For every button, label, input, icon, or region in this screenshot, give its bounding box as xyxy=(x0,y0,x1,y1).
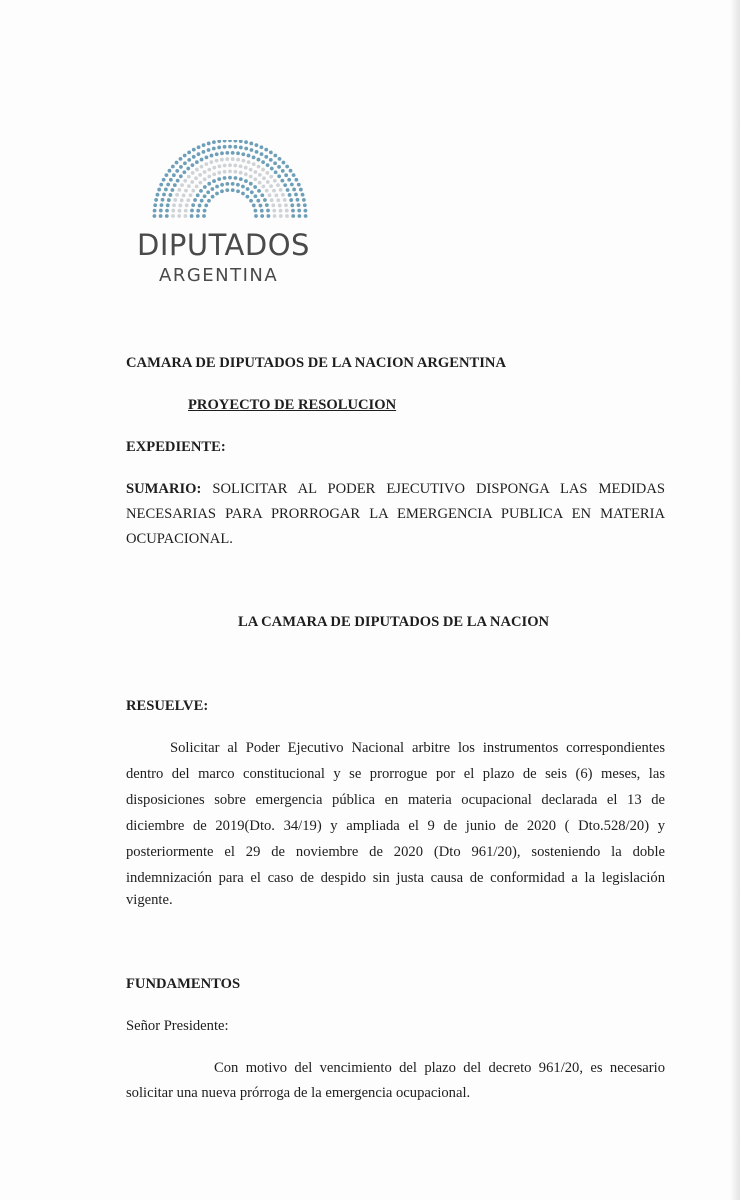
seat-dot xyxy=(278,157,282,161)
seat-dot xyxy=(254,214,258,218)
seat-dot xyxy=(266,163,270,167)
seat-dot xyxy=(180,183,184,187)
seat-dot xyxy=(173,198,177,202)
seat-dot xyxy=(210,154,214,158)
seat-dot xyxy=(191,189,195,193)
seat-dot xyxy=(175,169,179,173)
seat-dot xyxy=(259,204,263,208)
seat-dot xyxy=(247,154,251,158)
seat-dot xyxy=(274,170,278,174)
seat-dot xyxy=(199,189,203,193)
seat-dot xyxy=(284,203,288,207)
seat-dot xyxy=(278,204,282,208)
resuelve-line: indemnización para el caso de despido sin justa causa de conformidad a la legislación xyxy=(126,870,665,886)
seat-dot xyxy=(220,183,224,187)
seat-dot xyxy=(236,183,240,187)
seat-dot xyxy=(239,177,243,181)
seat-dot xyxy=(187,175,191,179)
seat-dot xyxy=(231,182,235,186)
seat-dot xyxy=(299,188,303,192)
seat-dot xyxy=(160,203,164,207)
seat-dot xyxy=(260,209,264,213)
seat-dot xyxy=(266,180,270,184)
seat-dot xyxy=(279,214,283,218)
page-edge xyxy=(730,0,740,1200)
seat-dot xyxy=(203,194,207,198)
seat-dot xyxy=(280,179,284,183)
seat-dot xyxy=(258,181,262,185)
seat-dot xyxy=(276,183,280,187)
seat-dot xyxy=(242,159,246,163)
seat-dot xyxy=(279,209,283,213)
seat-dot xyxy=(220,151,224,155)
seat-dot xyxy=(202,143,206,147)
seat-dot xyxy=(286,188,290,192)
seat-dot xyxy=(195,160,199,164)
seat-dot xyxy=(169,178,173,182)
seat-dot xyxy=(215,152,219,156)
seat-dot xyxy=(252,162,256,166)
seat-dot xyxy=(285,209,289,213)
seat-dot xyxy=(197,145,201,149)
seat-dot xyxy=(162,193,166,197)
seat-dot xyxy=(291,209,295,213)
seat-dot xyxy=(273,161,277,165)
seat-dot xyxy=(269,175,273,179)
seat-dot xyxy=(279,188,283,192)
seat-dot xyxy=(241,192,245,196)
seat-dot xyxy=(236,189,240,193)
expediente-label: EXPEDIENTE: xyxy=(126,439,226,455)
seat-dot xyxy=(272,189,276,193)
seat-dot xyxy=(205,155,209,159)
seat-dot xyxy=(269,158,273,162)
seat-dot xyxy=(212,166,216,170)
seat-dot xyxy=(294,178,298,182)
seat-dot xyxy=(207,168,211,172)
seat-dot xyxy=(198,204,202,208)
seat-dot xyxy=(203,185,207,189)
seat-dot xyxy=(257,165,261,169)
seat-dot xyxy=(178,204,182,208)
seat-dot xyxy=(290,203,294,207)
seat-dot xyxy=(184,189,188,193)
resuelve-line: disposiciones sobre emergencia pública en materia ocupacional declarada el 13 de xyxy=(126,792,665,808)
seat-dot xyxy=(203,209,207,213)
seat-dot xyxy=(245,195,249,199)
seat-dot xyxy=(249,175,253,179)
seat-dot xyxy=(204,162,208,166)
seat-dot xyxy=(233,140,237,142)
seat-dot xyxy=(231,151,235,155)
seat-dot xyxy=(285,214,289,218)
seat-dot xyxy=(178,209,182,213)
seat-dot xyxy=(199,181,203,185)
seat-dot xyxy=(195,168,199,172)
document-type: PROYECTO DE RESOLUCION xyxy=(188,397,397,413)
seat-dot xyxy=(212,172,216,176)
seat-dot xyxy=(192,155,196,159)
seat-dot xyxy=(159,209,163,213)
seat-dot xyxy=(262,176,266,180)
seat-dot xyxy=(281,193,285,197)
seat-dot xyxy=(261,185,265,189)
seat-dot xyxy=(249,199,253,203)
seat-dot xyxy=(257,189,261,193)
seat-dot xyxy=(255,143,259,147)
seat-dot xyxy=(157,188,161,192)
seat-dot xyxy=(220,189,224,193)
seat-dot xyxy=(217,177,221,181)
seat-dot xyxy=(194,176,198,180)
seat-dot xyxy=(223,176,227,180)
seat-dot xyxy=(247,160,251,164)
seat-dot xyxy=(165,209,169,213)
seat-dot xyxy=(254,170,258,174)
fundamentos-label: FUNDAMENTOS xyxy=(126,976,241,992)
fundamentos-line: solicitar una nueva prórroga de la emergencia ocupacional. xyxy=(126,1085,471,1101)
seat-dot xyxy=(244,147,248,151)
seat-dot xyxy=(166,203,170,207)
seat-dot xyxy=(269,151,273,155)
seat-dot xyxy=(177,188,181,192)
seat-dot xyxy=(236,158,240,162)
seat-dot xyxy=(287,178,291,182)
seat-dot xyxy=(200,158,204,162)
seat-dot xyxy=(202,214,206,218)
seat-dot xyxy=(241,185,245,189)
seat-dot xyxy=(260,152,264,156)
seat-dot xyxy=(172,173,176,177)
seat-dot xyxy=(281,169,285,173)
seat-dot xyxy=(303,203,307,207)
seat-dot xyxy=(253,177,257,181)
seat-dot xyxy=(187,151,191,155)
seat-dot xyxy=(159,183,163,187)
seat-dot xyxy=(182,170,186,174)
seat-dot xyxy=(153,214,157,218)
seat-dot xyxy=(207,148,211,152)
seat-dot xyxy=(215,185,219,189)
seat-dot xyxy=(177,214,181,218)
seat-dot xyxy=(223,140,227,142)
seat-dot xyxy=(289,198,293,202)
seat-dot xyxy=(283,183,287,187)
logo-subtitle: ARGENTINA xyxy=(159,265,279,286)
seat-dot xyxy=(215,192,219,196)
seat-dot xyxy=(179,174,183,178)
seat-dot xyxy=(241,152,245,156)
seat-dot xyxy=(288,193,292,197)
seat-dot xyxy=(183,161,187,165)
seat-dot xyxy=(273,214,277,218)
seat-dot xyxy=(206,190,210,194)
seat-dot xyxy=(223,164,227,168)
seat-dot xyxy=(249,182,253,186)
sumario-line: OCUPACIONAL. xyxy=(126,531,233,547)
seat-dot xyxy=(292,173,296,177)
seat-dot xyxy=(171,188,175,192)
seat-dot xyxy=(200,199,204,203)
seat-dot xyxy=(254,194,258,198)
seat-dot xyxy=(187,158,191,162)
seat-dot xyxy=(175,161,179,165)
seat-dot xyxy=(272,209,276,213)
seat-dot xyxy=(298,214,302,218)
seat-dot xyxy=(196,214,200,218)
seat-dot xyxy=(172,203,176,207)
seat-dot xyxy=(264,155,268,159)
seat-dot xyxy=(250,148,254,152)
seat-dot xyxy=(191,171,195,175)
resuelve-line: dentro del marco constitucional y se prorrogue por el plazo de seis (6) meses, las xyxy=(126,766,665,782)
seat-dot xyxy=(270,167,274,171)
seat-dot xyxy=(165,173,169,177)
seat-dot xyxy=(210,187,214,191)
seat-dot xyxy=(265,203,269,207)
seat-dot xyxy=(164,188,168,192)
seat-dot xyxy=(203,177,207,181)
seat-dot xyxy=(268,193,272,197)
seat-dot xyxy=(228,163,232,167)
seat-dot xyxy=(250,190,254,194)
seat-dot xyxy=(277,165,281,169)
seat-dot xyxy=(239,164,243,168)
seat-dot xyxy=(196,193,200,197)
sumario-label: SUMARIO: xyxy=(126,481,202,497)
seat-dot xyxy=(211,195,215,199)
seat-dot xyxy=(184,214,188,218)
seat-dot xyxy=(249,168,253,172)
seat-dot xyxy=(203,170,207,174)
seat-dot xyxy=(244,172,248,176)
seat-dot xyxy=(234,145,238,149)
seat-dot xyxy=(265,171,269,175)
seat-dot xyxy=(231,188,235,192)
seat-dot xyxy=(217,146,221,150)
seat-dot xyxy=(270,198,274,202)
seat-dot xyxy=(183,154,187,158)
seat-dot xyxy=(190,180,194,184)
seat-dot xyxy=(197,152,201,156)
seat-dot xyxy=(231,157,235,161)
seat-dot xyxy=(252,155,256,159)
seat-dot xyxy=(202,150,206,154)
seat-dot xyxy=(217,140,221,143)
congress-seats-logo-icon xyxy=(150,140,310,220)
seat-dot xyxy=(207,199,211,203)
seat-dot xyxy=(228,145,232,149)
seat-dot xyxy=(284,173,288,177)
seat-dot xyxy=(212,179,216,183)
seat-dot xyxy=(255,150,259,154)
seat-dot xyxy=(196,209,200,213)
seat-dot xyxy=(168,169,172,173)
seat-dot xyxy=(165,214,169,218)
sumario-line: SUMARIO: SOLICITAR AL PODER EJECUTIVO DISPONGA LAS MEDIDAS xyxy=(126,481,665,497)
seat-dot xyxy=(239,140,243,143)
seat-dot xyxy=(179,157,183,161)
resuelve-line: posteriormente el 29 de noviembre de 2020 (Dto 961/20), sosteniendo la doble xyxy=(126,844,665,860)
seat-dot xyxy=(184,209,188,213)
seat-dot xyxy=(207,175,211,179)
seat-dot xyxy=(204,204,208,208)
seat-dot xyxy=(207,142,211,146)
seat-dot xyxy=(212,140,216,144)
seat-dot xyxy=(253,185,257,189)
seat-dot xyxy=(183,179,187,183)
seat-dot xyxy=(154,198,158,202)
seat-dot xyxy=(294,193,298,197)
seat-dot xyxy=(215,159,219,163)
seat-dot xyxy=(156,193,160,197)
seat-dot xyxy=(239,171,243,175)
seat-dot xyxy=(217,171,221,175)
seat-dot xyxy=(193,198,197,202)
seat-dot xyxy=(180,198,184,202)
seat-dot xyxy=(304,214,308,218)
seat-dot xyxy=(297,183,301,187)
fundamentos-line: Con motivo del vencimiento del plazo del decreto 961/20, es necesario xyxy=(214,1060,665,1076)
sumario-line: NECESARIAS PARA PRORROGAR LA EMERGENCIA PUBLICA EN MATERIA xyxy=(126,506,665,522)
seat-dot xyxy=(244,166,248,170)
seat-dot xyxy=(297,209,301,213)
seat-dot xyxy=(261,168,265,172)
seat-dot xyxy=(260,193,264,197)
salutation: Señor Presidente: xyxy=(126,1018,229,1034)
seat-dot xyxy=(291,214,295,218)
seat-dot xyxy=(236,151,240,155)
seat-dot xyxy=(212,147,216,151)
seat-dot xyxy=(246,187,250,191)
seat-dot xyxy=(225,151,229,155)
seat-dot xyxy=(273,154,277,158)
seat-dot xyxy=(171,165,175,169)
seat-dot xyxy=(218,164,222,168)
seat-dot xyxy=(249,142,253,146)
seat-dot xyxy=(159,214,163,218)
seat-dot xyxy=(271,203,275,207)
seat-dot xyxy=(292,188,296,192)
seat-dot xyxy=(182,193,186,197)
seat-dot xyxy=(257,158,261,162)
seat-dot xyxy=(179,165,183,169)
seat-dot xyxy=(186,167,190,171)
seat-dot xyxy=(267,214,271,218)
seat-dot xyxy=(198,173,202,177)
resuelve-line: vigente. xyxy=(126,892,173,908)
seat-dot xyxy=(234,176,238,180)
seat-dot xyxy=(244,140,248,144)
seat-dot xyxy=(244,179,248,183)
seat-dot xyxy=(264,148,268,152)
seat-dot xyxy=(192,148,196,152)
seat-dot xyxy=(277,174,281,178)
seat-dot xyxy=(301,193,305,197)
seat-dot xyxy=(166,183,170,187)
seat-dot xyxy=(254,209,258,213)
seat-dot xyxy=(239,146,243,150)
seat-dot xyxy=(275,193,279,197)
seat-dot xyxy=(190,214,194,218)
seat-dot xyxy=(228,140,232,142)
seat-dot xyxy=(290,183,294,187)
seat-dot xyxy=(261,160,265,164)
seat-dot xyxy=(283,198,287,202)
seat-dot xyxy=(175,193,179,197)
seat-dot xyxy=(171,209,175,213)
seat-dot xyxy=(302,198,306,202)
seat-dot xyxy=(258,173,262,177)
seat-dot xyxy=(162,178,166,182)
seat-dot xyxy=(228,176,232,180)
seat-dot xyxy=(207,182,211,186)
resuelve-line: Solicitar al Poder Ejecutivo Nacional arbitre los instrumentos correspondientes xyxy=(170,740,665,756)
seat-dot xyxy=(263,198,267,202)
seat-dot xyxy=(153,209,157,213)
seat-dot xyxy=(161,198,165,202)
seat-dot xyxy=(269,184,273,188)
seat-dot xyxy=(256,199,260,203)
seat-dot xyxy=(189,193,193,197)
seat-dot xyxy=(225,157,229,161)
seat-dot xyxy=(285,165,289,169)
seat-dot xyxy=(171,214,175,218)
seat-dot xyxy=(185,203,189,207)
seat-dot xyxy=(190,209,194,213)
seat-dot xyxy=(297,203,301,207)
seat-dot xyxy=(209,160,213,164)
seat-dot xyxy=(173,183,177,187)
seat-dot xyxy=(169,193,173,197)
document-header: CAMARA DE DIPUTADOS DE LA NACION ARGENTINA xyxy=(126,355,507,371)
seat-dot xyxy=(296,198,300,202)
logo-title: DIPUTADOS xyxy=(137,228,310,262)
seat-dot xyxy=(228,170,232,174)
resuelve-label: RESUELVE: xyxy=(126,698,209,714)
seat-dot xyxy=(266,209,270,213)
seat-dot xyxy=(282,161,286,165)
seat-dot xyxy=(276,198,280,202)
seat-dot xyxy=(200,165,204,169)
seat-dot xyxy=(195,185,199,189)
seat-dot xyxy=(176,179,180,183)
seat-dot xyxy=(225,182,229,186)
chamber-title: LA CAMARA DE DIPUTADOS DE LA NACION xyxy=(238,614,550,630)
seat-dot xyxy=(220,158,224,162)
seat-dot xyxy=(186,198,190,202)
seat-dot xyxy=(252,204,256,208)
seat-dot xyxy=(273,179,277,183)
seat-dot xyxy=(223,145,227,149)
seat-dot xyxy=(223,170,227,174)
seat-dot xyxy=(167,198,171,202)
seat-dot xyxy=(260,214,264,218)
seat-dot xyxy=(233,170,237,174)
seat-dot xyxy=(289,169,293,173)
seat-dot xyxy=(187,184,191,188)
seat-dot xyxy=(191,203,195,207)
seat-dot xyxy=(304,209,308,213)
seat-dot xyxy=(233,164,237,168)
resuelve-line: diciembre de 2019(Dto. 34/19) y ampliada el 9 de junio de 2020 ( Dto.528/20) y xyxy=(126,818,665,834)
seat-dot xyxy=(265,189,269,193)
seat-dot xyxy=(260,145,264,149)
seat-dot xyxy=(225,188,229,192)
seat-dot xyxy=(191,163,195,167)
seat-dot xyxy=(153,203,157,207)
